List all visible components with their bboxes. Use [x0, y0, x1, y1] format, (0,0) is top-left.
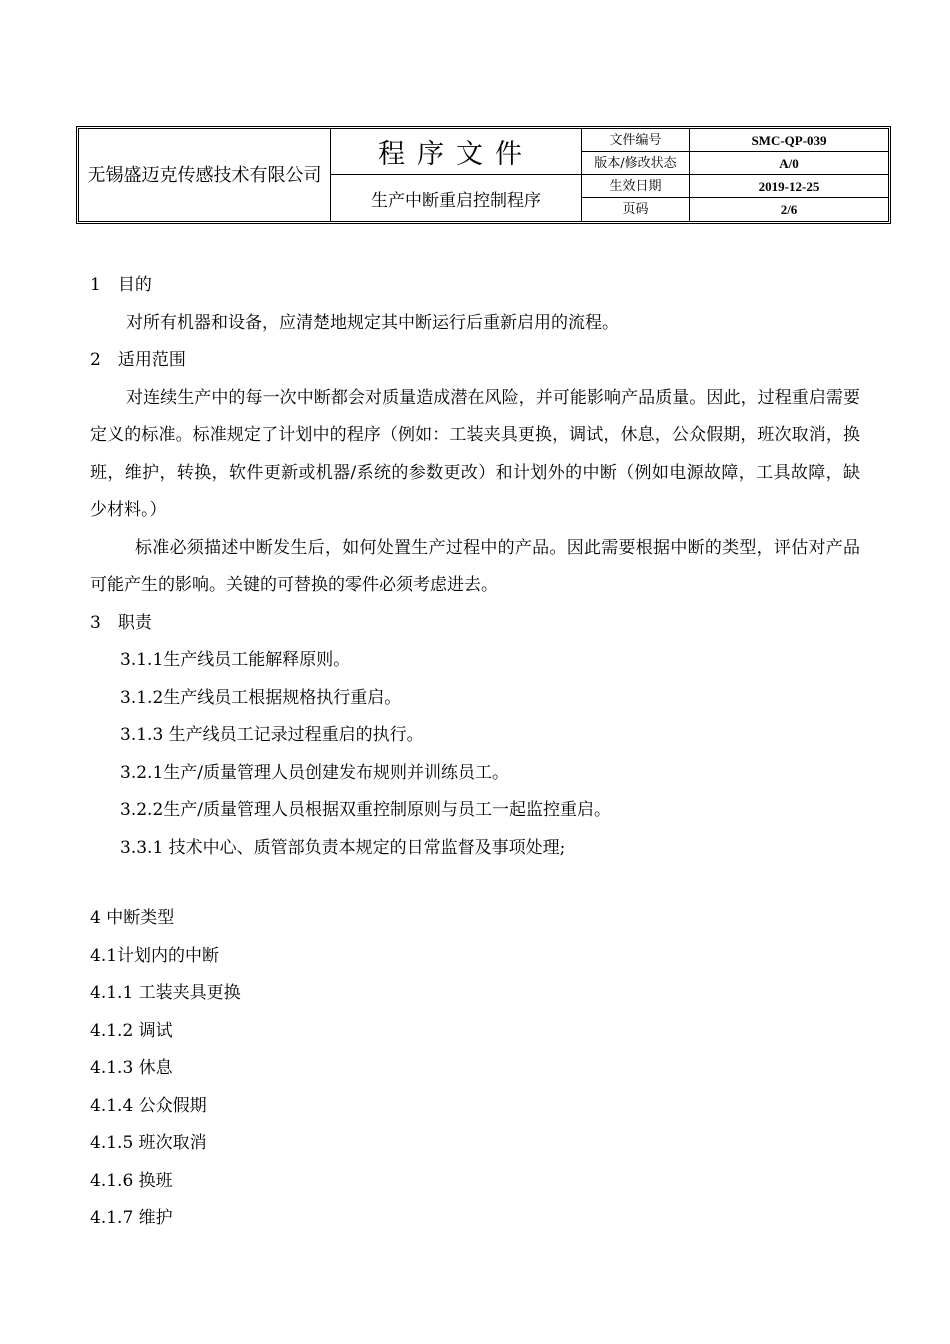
section-4: [90, 900, 860, 1238]
meta-value: A/0: [779, 156, 799, 171]
meta-row-page: [582, 198, 888, 221]
interruption-type-item: 4.1.7 维护: [90, 1208, 173, 1228]
meta-label: 版本/修改状态: [582, 152, 690, 174]
section-2-paragraph: 标准必须描述中断发生后，如何处置生产过程中的产品。因此需要根据中断的类型，评估对产品可能产生的影响。关键的可替换的零件必须考虑进去。: [90, 537, 860, 595]
document-name: 生产中断重启控制程序: [331, 175, 582, 221]
meta-value: 2019-12-25: [758, 179, 820, 194]
document-meta: [582, 129, 888, 221]
interruption-type-item: 4.1计划内的中断: [90, 945, 220, 966]
meta-row-version: [582, 152, 888, 175]
interruption-type-item: 4.1.1 工装夹具更换: [90, 983, 241, 1003]
section-3-title: 3 职责: [90, 612, 152, 633]
section-1-text: 对所有机器和设备，应清楚地规定其中断运行后重新启用的流程。: [126, 312, 619, 333]
section-1-title: 1 目的: [90, 275, 152, 295]
interruption-type-item: 4.1.4 公众假期: [90, 1095, 207, 1116]
company-name: 无锡盛迈克传感技术有限公司: [79, 129, 331, 221]
meta-row-doc-number: [582, 129, 888, 152]
responsibility-item: 3.2.1生产/质量管理人员创建发布规则并训练员工。: [120, 762, 509, 783]
section-4-title: 4 中断类型: [90, 908, 175, 928]
meta-label: 页码: [582, 198, 690, 221]
section-2-paragraph: 对连续生产中的每一次中断都会对质量造成潜在风险，并可能影响产品质量。因此，过程重启需要定义的标准。标准规定了计划中的程序（例如：工装夹具更换，调试，休息，公众假期，班次取消，换班，维护，转换，软件更新或机器/系统的参数更改）和计划外的中断（例如电源故障，工具故障，缺少材料。）: [90, 387, 860, 520]
responsibility-item: 3.1.3 生产线员工记录过程重启的执行。: [120, 725, 424, 745]
interruption-type-item: 4.1.6 换班: [90, 1170, 173, 1191]
interruption-type-item: 4.1.5 班次取消: [90, 1133, 207, 1153]
interruption-type-item: 4.1.2 调试: [90, 1020, 173, 1041]
responsibility-item: 3.1.2生产线员工根据规格执行重启。: [120, 687, 402, 708]
meta-label: 生效日期: [582, 175, 690, 197]
responsibility-item: 3.2.2生产/质量管理人员根据双重控制原则与员工一起监控重启。: [120, 800, 611, 820]
section-2-title: 2 适用范围: [90, 350, 186, 370]
meta-label: 文件编号: [582, 129, 690, 151]
interruption-type-item: 4.1.3 休息: [90, 1058, 173, 1078]
meta-value: 2/6: [780, 202, 798, 217]
meta-value: SMC-QP-039: [751, 133, 827, 148]
document-body: [90, 267, 860, 867]
document-type: 程序文件: [331, 129, 582, 175]
meta-row-effective-date: [582, 175, 888, 198]
responsibility-item: 3.3.1 技术中心、质管部负责本规定的日常监督及事项处理;: [120, 837, 566, 858]
document-header-table: [76, 126, 891, 224]
responsibility-item: 3.1.1生产线员工能解释原则。: [120, 650, 351, 670]
